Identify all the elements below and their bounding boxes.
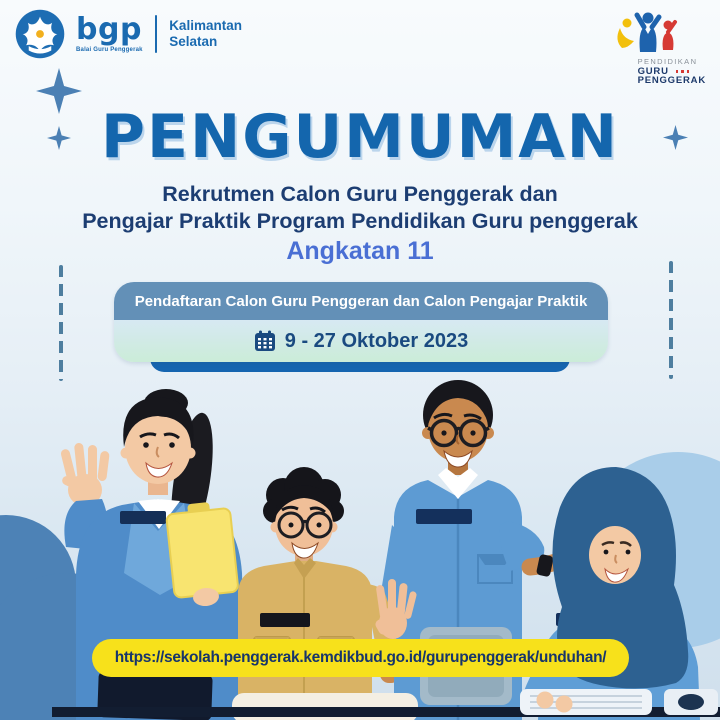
region-label: Kalimantan Selatan: [169, 18, 242, 49]
header-divider: [155, 15, 158, 53]
subtitle-line2: Pengajar Praktik Program Pendidikan Guru penggerak: [82, 209, 638, 233]
subtitle: [0, 181, 720, 235]
card-header: Pendaftaran Calon Guru Penggeran dan Calon Pengajar Praktik: [114, 282, 608, 320]
download-url-link[interactable]: https://sekolah.penggerak.kemdikbud.go.id/gurupenggerak/unduhan/: [92, 639, 629, 677]
subtitle-line1: Rekrutmen Calon Guru Penggerak dan: [162, 182, 558, 206]
pgp-line1: PENDIDIKAN: [637, 57, 698, 66]
pgp-line3: PENGGERAK: [637, 75, 706, 86]
header: [14, 8, 706, 86]
brand-logo: bgp: [76, 12, 142, 47]
registration-date: 9 - 27 Oktober 2023: [284, 329, 469, 352]
calendar-icon: [254, 330, 276, 352]
pgp-line2: GURU: [637, 65, 669, 77]
page-title: PENGUMUMAN: [101, 102, 619, 172]
pgp-logo: [612, 10, 706, 86]
red-dots: [676, 70, 690, 73]
kemdikbud-logo: [14, 8, 66, 60]
dashed-line-left: [59, 265, 63, 381]
registration-card: [114, 282, 608, 362]
batch-label: Angkatan 11: [286, 237, 434, 265]
pgp-figures-icon: [612, 10, 682, 56]
brand-subtitle: Balai Guru Penggerak: [76, 47, 143, 53]
dashed-line-right: [669, 261, 673, 379]
mouse: [664, 689, 718, 715]
card-body: [114, 320, 608, 362]
clipboard: [165, 500, 238, 598]
